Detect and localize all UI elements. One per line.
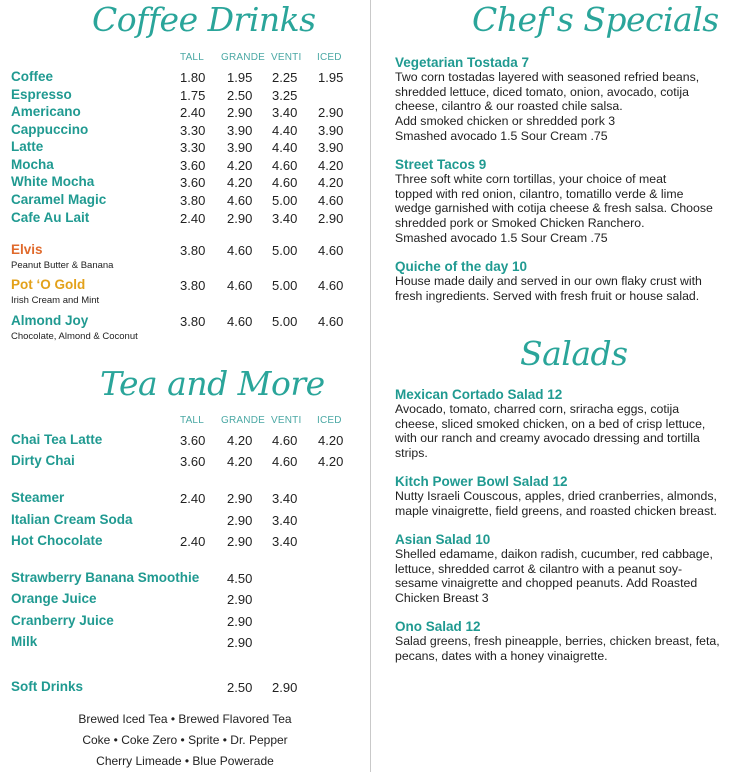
price: 4.60 — [272, 454, 298, 469]
menu-item-name: Strawberry Banana Smoothie — [11, 570, 200, 585]
price: 4.60 — [227, 243, 253, 258]
price: 1.75 — [180, 88, 206, 103]
dish-description-line: shredded pork or Smoked Chicken Ranchero. — [395, 216, 645, 231]
dish-title: Asian Salad 10 — [395, 532, 491, 547]
price: 4.60 — [318, 243, 344, 258]
price: 3.25 — [272, 88, 298, 103]
price: 4.50 — [227, 571, 253, 586]
price: 3.90 — [227, 140, 253, 155]
price: 4.20 — [227, 454, 253, 469]
dish-title: Mexican Cortado Salad 12 — [395, 387, 563, 402]
dish-title: Street Tacos 9 — [395, 157, 487, 172]
dish-description — [395, 172, 735, 246]
menu-item-name: Dirty Chai — [11, 453, 75, 468]
price: 3.30 — [180, 140, 206, 155]
dish-description-line: shredded lettuce, diced tomato, onion, avocado, cotija — [395, 84, 689, 99]
dish-description-line: Add smoked chicken or shredded pork 3 — [395, 114, 616, 129]
price: 2.90 — [227, 592, 253, 607]
price: 5.00 — [272, 278, 298, 293]
menu-item-name: Orange Juice — [11, 591, 97, 606]
price: 4.20 — [227, 158, 253, 173]
dish — [395, 474, 735, 518]
dish-title: Ono Salad 12 — [395, 619, 481, 634]
menu-item-description: Peanut Butter & Banana — [11, 260, 114, 271]
price: 3.40 — [272, 534, 298, 549]
menu-item-name: White Mocha — [11, 174, 95, 189]
dish-description — [395, 547, 735, 606]
dish-description — [395, 489, 735, 518]
price: 2.90 — [318, 211, 344, 226]
menu-item-name: Soft Drinks — [11, 679, 84, 694]
menu-item-name: Milk — [11, 634, 38, 649]
price: 4.20 — [318, 175, 344, 190]
size-header-iced: ICED — [317, 52, 342, 63]
size-header-tall: TALL — [180, 52, 204, 63]
menu-item-name: Caramel Magic — [11, 192, 107, 207]
footer-line-1: Brewed Iced Tea • Brewed Flavored Tea — [78, 712, 292, 726]
menu-item-name: Chai Tea Latte — [11, 432, 103, 447]
size-header-venti: VENTI — [271, 415, 302, 426]
price: 3.90 — [318, 140, 344, 155]
price: 4.60 — [227, 314, 253, 329]
dish-description-line: Avocado, tomato, charred corn, sriracha eggs, cotija — [395, 402, 680, 416]
price: 4.40 — [272, 123, 298, 138]
size-header-grande: GRANDE — [221, 415, 265, 426]
price: 2.50 — [227, 88, 253, 103]
price: 2.90 — [272, 680, 298, 695]
dish — [395, 157, 735, 246]
price: 2.40 — [180, 534, 206, 549]
menu-item-name: Cafe Au Lait — [11, 210, 90, 225]
dish-description-line: wedge garnished with cotija cheese & fresh salsa. Choose — [395, 201, 713, 216]
footer-line-2: Coke • Coke Zero • Sprite • Dr. Pepper — [82, 733, 288, 747]
price: 4.60 — [272, 158, 298, 173]
price: 4.20 — [227, 175, 253, 190]
dish — [395, 532, 735, 606]
price: 3.40 — [272, 211, 298, 226]
price: 4.20 — [318, 158, 344, 173]
price: 2.50 — [227, 680, 253, 695]
price: 1.95 — [318, 70, 344, 85]
price: 1.95 — [227, 70, 253, 85]
dish-description-line: maple vinaigrette, field greens, and roasted chicken breast. — [395, 503, 717, 518]
menu-item-name: Cappuccino — [11, 122, 89, 137]
tea-and-more-heading: Tea and More — [100, 364, 325, 403]
size-header-tall: TALL — [180, 415, 204, 426]
price: 3.40 — [272, 105, 298, 120]
price: 2.90 — [227, 635, 253, 650]
dish — [395, 387, 735, 461]
size-header-venti: VENTI — [271, 52, 302, 63]
salads-heading: Salads — [520, 334, 628, 373]
dish-description-line: pecans, dates with a honey vinaigrette. — [395, 648, 608, 663]
dish-description-line: Shelled edamame, daikon radish, cucumber, red cabbage, — [395, 547, 713, 561]
price: 4.20 — [227, 433, 253, 448]
price: 3.60 — [180, 175, 206, 190]
dish-title: Kitch Power Bowl Salad 12 — [395, 474, 568, 489]
menu-item-name: Hot Chocolate — [11, 533, 103, 548]
dish-description-line: Chicken Breast 3 — [395, 591, 489, 606]
menu-item-name: Cranberry Juice — [11, 613, 114, 628]
price: 2.90 — [227, 534, 253, 549]
price: 1.80 — [180, 70, 206, 85]
menu-item-name: Espresso — [11, 87, 72, 102]
price: 5.00 — [272, 243, 298, 258]
size-header-iced: ICED — [317, 415, 342, 426]
price: 3.40 — [272, 491, 298, 506]
dish-description-line: Two corn tostadas layered with seasoned refried beans, — [395, 70, 700, 84]
price: 3.80 — [180, 278, 206, 293]
dish-description-line: topped with red onion, cilantro, tomatillo verde & lime — [395, 186, 684, 201]
dish-description — [395, 402, 735, 461]
price: 4.60 — [272, 175, 298, 190]
menu-item-name: Pot ‘O Gold — [11, 277, 86, 292]
dish — [395, 619, 735, 663]
price: 4.20 — [318, 433, 344, 448]
dish-description-line: fresh ingredients. Served with fresh fruit or house salad. — [395, 288, 700, 303]
price: 2.90 — [318, 105, 344, 120]
price: 3.80 — [180, 243, 206, 258]
price: 3.60 — [180, 454, 206, 469]
price: 3.80 — [180, 314, 206, 329]
price: 3.40 — [272, 513, 298, 528]
dish-title: Quiche of the day 10 — [395, 259, 528, 274]
dish — [395, 259, 735, 303]
menu-item-name: Coffee — [11, 69, 54, 84]
dish-description-line: cheese, sliced smoked chicken, on a bed of crisp lettuce, — [395, 416, 706, 431]
dish-description-line: with our ranch and creamy avocado dressing and tortilla — [395, 431, 700, 446]
chefs-specials-heading: Chef's Specials — [472, 0, 719, 39]
price: 2.90 — [227, 211, 253, 226]
dish-description-line: Smashed avocado 1.5 Sour Cream .75 — [395, 128, 608, 143]
price: 4.40 — [272, 140, 298, 155]
dish-description-line: House made daily and served in our own flaky crust with — [395, 274, 702, 288]
price: 3.60 — [180, 158, 206, 173]
dish-description-line: cheese, cilantro & our roasted chile salsa. — [395, 99, 623, 114]
dish-description-line: sesame vinaigrette and chopped peanuts. Add Roasted — [395, 576, 698, 591]
price: 4.60 — [318, 278, 344, 293]
price: 2.90 — [227, 105, 253, 120]
dish-description-line: Smashed avocado 1.5 Sour Cream .75 — [395, 230, 608, 245]
price: 2.90 — [227, 614, 253, 629]
menu-item-name: Mocha — [11, 157, 54, 172]
dish-description — [395, 274, 735, 303]
coffee-drinks-heading: Coffee Drinks — [92, 0, 316, 39]
price: 4.60 — [227, 278, 253, 293]
menu-item-name: Almond Joy — [11, 313, 89, 328]
menu-item-name: Italian Cream Soda — [11, 512, 133, 527]
price: 3.60 — [180, 433, 206, 448]
price: 4.60 — [272, 433, 298, 448]
price: 5.00 — [272, 314, 298, 329]
menu-item-name: Steamer — [11, 490, 65, 505]
price: 4.60 — [227, 193, 253, 208]
price: 2.40 — [180, 105, 206, 120]
price: 2.90 — [227, 491, 253, 506]
menu-item-name: Latte — [11, 139, 44, 154]
price: 2.40 — [180, 211, 206, 226]
dish-title: Vegetarian Tostada 7 — [395, 55, 530, 70]
price: 3.30 — [180, 123, 206, 138]
price: 3.80 — [180, 193, 206, 208]
dish-description-line: Nutty Israeli Couscous, apples, dried cranberries, almonds, — [395, 489, 717, 503]
price: 2.25 — [272, 70, 298, 85]
dish-description — [395, 70, 735, 144]
price: 3.90 — [227, 123, 253, 138]
column-divider — [370, 0, 371, 772]
dish-description-line: Three soft white corn tortillas, your choice of meat — [395, 172, 667, 186]
dish-description — [395, 634, 735, 663]
price: 4.60 — [318, 314, 344, 329]
dish-description-line: lettuce, shredded carrot & cilantro with a peanut soy- — [395, 561, 683, 576]
price: 2.90 — [227, 513, 253, 528]
price: 5.00 — [272, 193, 298, 208]
dish — [395, 55, 735, 144]
menu-item-name: Elvis — [11, 242, 43, 257]
menu-item-description: Irish Cream and Mint — [11, 295, 100, 306]
footer-line-3: Cherry Limeade • Blue Powerade — [96, 754, 274, 768]
price: 2.40 — [180, 491, 206, 506]
price: 3.90 — [318, 123, 344, 138]
price: 4.20 — [318, 454, 344, 469]
price: 4.60 — [318, 193, 344, 208]
dish-description-line: Salad greens, fresh pineapple, berries, chicken breast, feta, — [395, 634, 720, 648]
menu-item-name: Americano — [11, 104, 81, 119]
size-header-grande: GRANDE — [221, 52, 265, 63]
menu-item-description: Chocolate, Almond & Coconut — [11, 331, 138, 342]
dish-description-line: strips. — [395, 446, 428, 461]
